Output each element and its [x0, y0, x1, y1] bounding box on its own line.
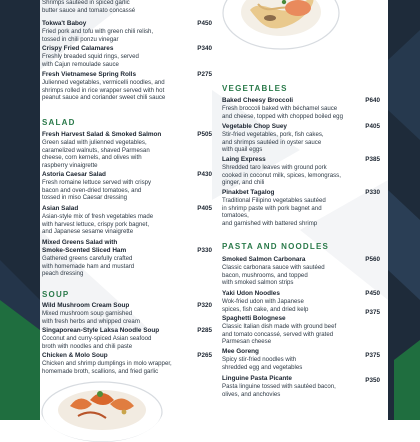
item-name: Yaki Udon Noodles: [222, 290, 280, 297]
item-price: P330: [197, 247, 212, 254]
menu-item: [42, 302, 212, 325]
item-price: P320: [197, 302, 212, 309]
menu-item: [42, 327, 212, 350]
item-description: Chicken and shrimp dumplings in molo wrapper, homemade broth, scallions, and fried garlic: [42, 360, 172, 375]
item-price: P265: [197, 352, 212, 359]
item-name: Mee Goreng: [222, 348, 259, 355]
item-price: P405: [197, 205, 212, 212]
item-description: Shrimps sauteed in spiced garlic butter sauce and tomato concassé: [42, 0, 136, 14]
section-title-soup: SOUP: [42, 290, 70, 299]
item-price: P505: [197, 131, 212, 138]
item-description: Classic Italian dish made with ground beef and tomato concassé, served with grated Parmesan cheese: [222, 323, 337, 346]
item-name: Smoked Salmon Carbonara: [222, 256, 306, 263]
item-price: P350: [365, 377, 380, 384]
menu-item: [222, 156, 380, 187]
menu-item: [42, 71, 212, 102]
item-description: Fresh broccoli baked with béchamel sauce and cheese, topped with chopped boiled egg: [222, 105, 343, 120]
section-title-pasta-and-noodles: PASTA AND NOODLES: [222, 242, 330, 251]
item-name: Singaporean-Style Laksa Noodle Soup: [42, 327, 160, 334]
item-name: Pinakbet Tagalog: [222, 189, 275, 196]
item-description: Coconut and curry-spiced Asian seafood broth with noodles and chili paste: [42, 335, 152, 350]
menu-item: [222, 375, 380, 398]
menu-item: [42, 352, 212, 375]
item-price: P385: [365, 156, 380, 163]
item-description: Mixed mushroom soup garnished with fresh herbs and whipped cream: [42, 310, 140, 325]
section-title-salad: SALAD: [42, 118, 76, 127]
item-price: P560: [365, 256, 380, 263]
item-price: P375: [365, 352, 380, 359]
item-description: Classic carbonara sauce with sautéed bacon, mushrooms, and topped with smoked salmon strips: [222, 264, 325, 287]
menu-item: [42, 131, 212, 169]
menu-item: [222, 348, 380, 371]
item-name: Linguine Pasta Picante: [222, 375, 292, 382]
item-price: P285: [197, 327, 212, 334]
item-name: Wild Mushroom Cream Soup: [42, 302, 130, 309]
item-description: Traditional Filipino vegetables sautéed in shrimp paste with pork bagnet and tomatoes, and garnished with battered shrimp: [222, 197, 326, 227]
menu-item: [222, 189, 380, 227]
item-description: Shredded taro leaves with ground pork cooked in coconut milk, spices, lemongrass, ginger, and chili: [222, 164, 341, 187]
item-description: Fried pork and tofu with green chili relish, tossed in chili ponzu vinegar: [42, 28, 154, 43]
item-name: Tokwa't Baboy: [42, 20, 87, 27]
item-name: Crispy Fried Calamares: [42, 45, 114, 52]
item-price: P340: [197, 45, 212, 52]
item-name: Vegetable Chop Suey: [222, 123, 287, 130]
item-price: P450: [365, 290, 380, 297]
menu-item: [42, 0, 212, 14]
item-name: Asian Salad: [42, 205, 79, 212]
item-name: Spaghetti Bolognese: [222, 315, 286, 322]
item-price: P640: [365, 97, 380, 104]
item-price: P375: [365, 309, 380, 316]
item-name: Astoria Caesar Salad: [42, 171, 106, 178]
menu-item: [222, 123, 380, 154]
item-description: Gathered greens carefully crafted with homemade ham and mustard peach dressing: [42, 255, 135, 278]
item-name: Chicken & Molo Soup: [42, 352, 108, 359]
menu-item: [42, 171, 212, 202]
menu-item: [222, 290, 380, 313]
item-description: Julienned vegetables, vermicelli noodles, and shrimps rolled in rice wrapper served with hot peanut sauce and coriander sweet chili sauce: [42, 79, 166, 102]
menu-item: [222, 309, 380, 346]
item-price: P450: [197, 20, 212, 27]
item-description: Stir-fried vegetables, pork, fish cakes, and shrimps sautéed in oyster sauce with quail eggs: [222, 131, 324, 154]
item-name: Mixed Greens Salad with Smoke-Scented Sliced Ham: [42, 239, 127, 254]
item-price: P275: [197, 71, 212, 78]
item-name: Fresh Vietnamese Spring Rolls: [42, 71, 136, 78]
menu-item: [222, 97, 380, 120]
item-description: Spicy stir-fried noodles with shredded egg and vegetables: [222, 356, 303, 371]
menu-item: [42, 239, 212, 278]
item-description: Green salad with julienned vegetables, caramelized walnuts, shaved Parmesan cheese, corn kernels, and olives with raspberry vinaigrette: [42, 139, 150, 169]
shrimp-plate-image: [40, 372, 164, 442]
item-description: Pasta linguine tossed with sautéed bacon, olives, and anchovies: [222, 383, 336, 398]
menu-item: [222, 256, 380, 287]
item-name: Fresh Harvest Salad & Smoked Salmon: [42, 131, 162, 138]
item-description: Fresh romaine lettuce served with crispy bacon and oven-dried tomatoes, and tossed in miso Caesar dressing: [42, 179, 152, 202]
item-name: Baked Cheesy Broccoli: [222, 97, 294, 104]
item-name: Laing Express: [222, 156, 266, 163]
item-price: P405: [365, 123, 380, 130]
item-description: Asian-style mix of fresh vegetables made with harvest lettuce, crispy pork bagnet, and Japanese sesame vinaigrette: [42, 213, 154, 236]
section-title-vegetables: VEGETABLES: [222, 84, 288, 93]
item-price: P330: [365, 189, 380, 196]
item-price: P430: [197, 171, 212, 178]
item-description: Wok-fried udon with Japanese spices, fish cake, and dried kelp: [222, 298, 309, 313]
menu-item: [42, 20, 212, 43]
menu-item: [42, 205, 212, 236]
menu-item: [42, 45, 212, 68]
item-description: Freshly breaded squid rings, served with Cajun remoulade sauce: [42, 53, 139, 68]
